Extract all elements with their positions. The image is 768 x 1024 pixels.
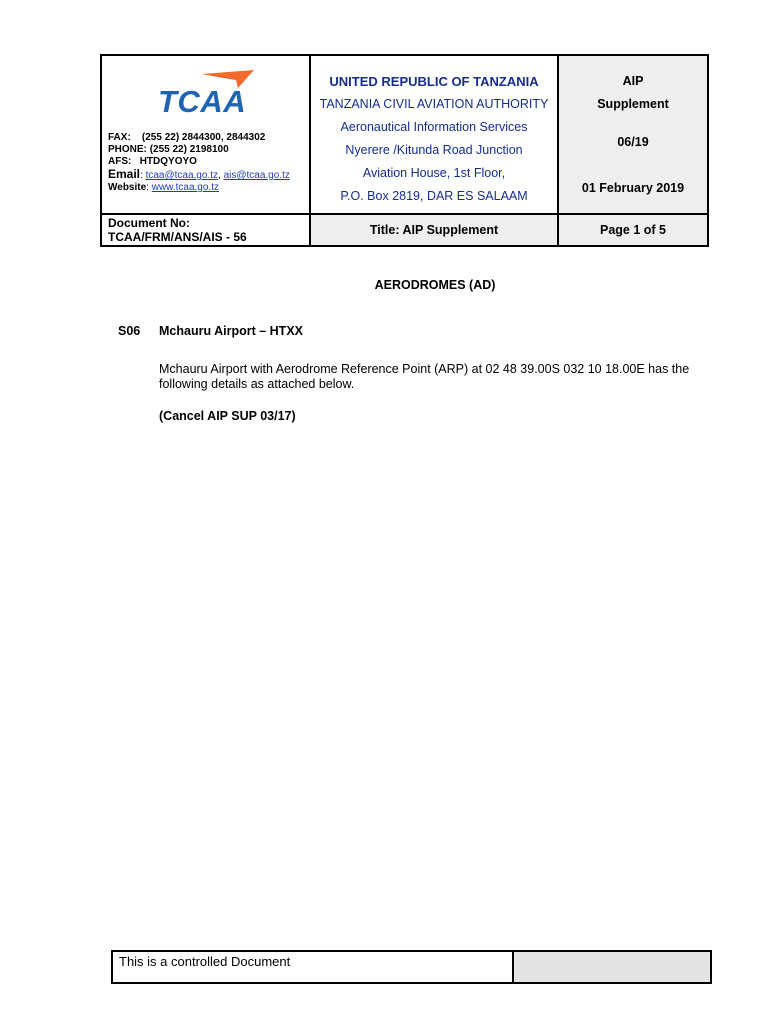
document-number-cell [101,214,310,246]
header-table [100,54,709,247]
email-line: Email: tcaa@tcaa.go.tz, ais@tcaa.go.tz [108,167,290,181]
body-paragraph: Mchauru Airport with Aerodrome Reference Point (ARP) at 02 48 39.00S 032 10 18.00E has the following details as attached below. [159,362,690,391]
authority-name: TANZANIA CIVIL AVIATION AUTHORITY [319,97,549,111]
supplement-date: 01 February 2019 [581,181,685,195]
phone-line: PHONE: (255 22) 2198100 [108,144,229,155]
supplement-label-1: AIP [622,74,644,88]
footer-empty-cell [513,951,711,983]
document-number-label: Document No: [108,216,190,230]
fax-line: FAX: (255 22) 2844300, 2844302 [108,132,266,143]
email-link-1[interactable]: tcaa@tcaa.go.tz [145,170,218,181]
website-line: Website: www.tcaa.go.tz [108,182,219,193]
cancel-notice: (Cancel AIP SUP 03/17) [159,409,296,423]
logo-text: TCAA [158,84,247,119]
republic-title: UNITED REPUBLIC OF TANZANIA [329,74,539,89]
controlled-document-notice: This is a controlled Document [112,951,513,983]
supplement-cell [558,55,708,214]
supplement-label-2: Supplement [597,97,669,111]
supplement-code: S06 [118,324,141,338]
email-link-2[interactable]: ais@tcaa.go.tz [223,170,290,181]
document-title: Title: AIP Supplement [310,214,558,246]
authority-cell [310,55,558,214]
website-link[interactable]: www.tcaa.go.tz [151,182,219,193]
address-line-2: Aviation House, 1st Floor, [362,166,506,180]
document-number-value: TCAA/FRM/ANS/AIS - 56 [108,230,247,244]
footer-table [111,950,712,984]
service-name: Aeronautical Information Services [340,120,528,134]
address-line-1: Nyerere /Kitunda Road Junction [345,143,523,157]
address-line-3: P.O. Box 2819, DAR ES SALAAM [340,189,528,203]
afs-line: AFS: HTDQYOYO [108,156,197,167]
tcaa-logo [154,66,259,118]
supplement-title: Mchauru Airport – HTXX [159,324,303,338]
page-indicator: Page 1 of 5 [558,214,708,246]
logo-cell [101,55,310,214]
section-heading: AERODROMES (AD) [374,278,496,292]
contact-block [108,132,290,194]
supplement-number: 06/19 [617,135,649,149]
